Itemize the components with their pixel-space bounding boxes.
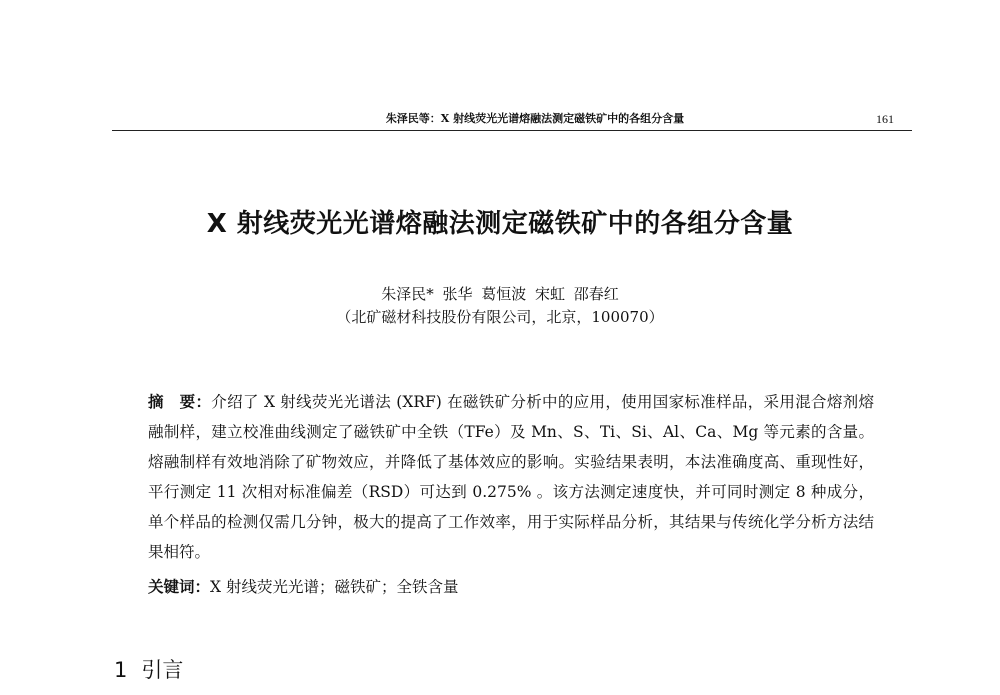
abstract-text: 介绍了 X 射线荧光光谱法 (XRF) 在磁铁矿分析中的应用，使用国家标准样品，采用混合熔剂熔融制样，建立校准曲线测定了磁铁矿中全铁（TFe）及 Mn、S、Ti、Si、Al、Ca、Mg 等元素的含量。熔融制样有效地消除了矿物效应，并降低了基体效应的影响。实验结果表明，本法准确度高、重现性好，平行测定 11 次相对标准偏差（RSD）可达到 0.275% 。该方法测定速度快，并可同时测定 8 种成分，单个样品的检测仅需几分钟，极大的提高了工作效率，用于实际样品分析，其结果与传统化学分析方法结果相符。 bbox=[148, 393, 874, 561]
author-list: 朱泽民* 张华 葛恒波 宋虹 邵春红 bbox=[381, 285, 619, 303]
keywords bbox=[148, 572, 874, 602]
page-number: 161 bbox=[876, 112, 894, 126]
header-rule bbox=[112, 130, 912, 131]
keywords-text: X 射线荧光光谱；磁铁矿；全铁含量 bbox=[210, 578, 459, 596]
running-head: 朱泽民等：X 射线荧光光谱熔融法测定磁铁矿中的各组分含量 bbox=[385, 112, 685, 125]
keywords-label: 关键词： bbox=[148, 578, 211, 596]
paper-title: X 射线荧光光谱熔融法测定磁铁矿中的各组分含量 bbox=[206, 209, 794, 239]
section-title: 引言 bbox=[141, 658, 184, 682]
affiliation: （北矿磁材科技股份有限公司，北京，100070） bbox=[336, 308, 664, 326]
section-number: 1 bbox=[114, 658, 128, 682]
abstract-label: 摘 要： bbox=[148, 393, 212, 411]
abstract bbox=[148, 387, 874, 567]
section-heading bbox=[114, 654, 183, 684]
